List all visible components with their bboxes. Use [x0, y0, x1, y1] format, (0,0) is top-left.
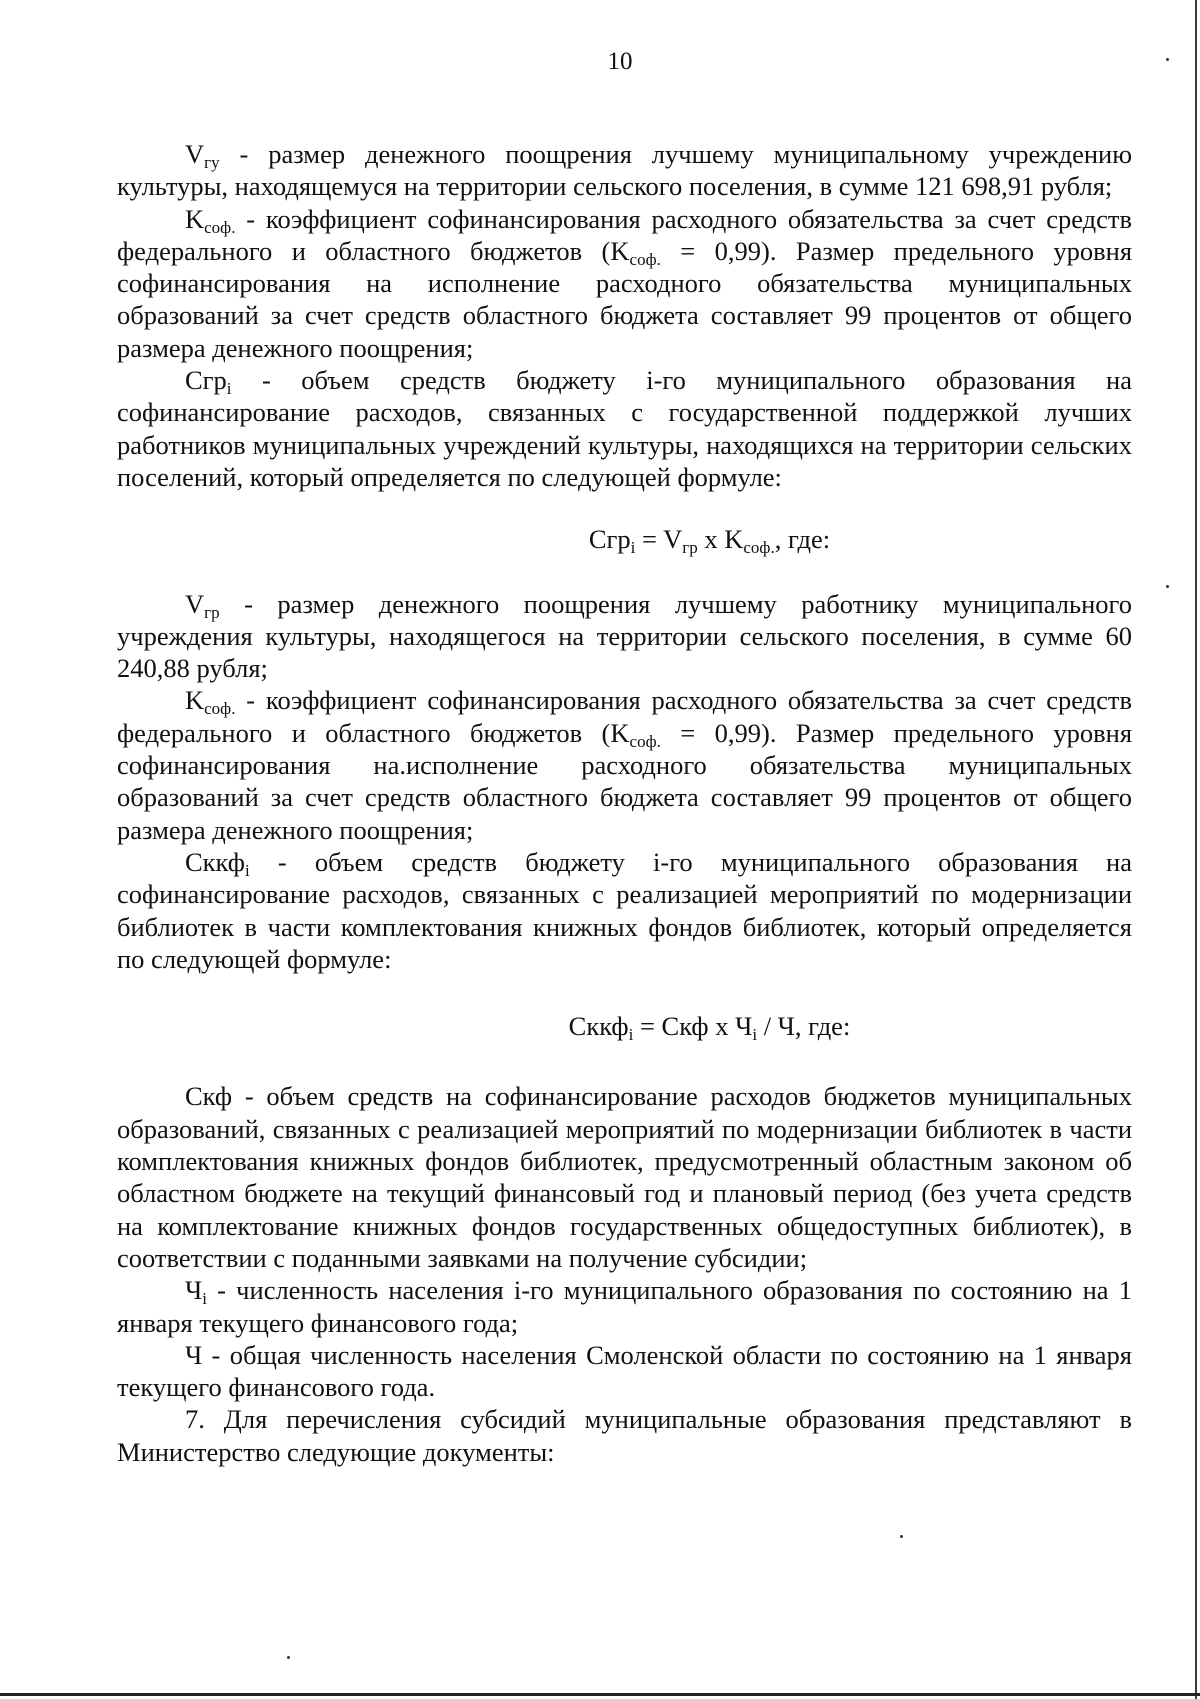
symbol-subscript: соф.	[204, 217, 236, 237]
symbol: Сгр	[185, 365, 227, 396]
paragraph-text: - численность населения i-го муниципального образования по состоянию на 1 января текущего финансового года;	[117, 1275, 1132, 1338]
paragraph-text-continued: = 0,99). Размер предельного уровня софинансирования на.исполнение расходного обязательства муниципальных образований за счет средств областного бюджета составляет 99 процентов от общего размера денежного поощрения;	[117, 717, 1133, 845]
formula-term-subscript: i	[752, 1025, 758, 1045]
symbol: Сккф	[185, 846, 245, 877]
scan-speck	[1166, 58, 1169, 61]
formula-lhs: Сгр	[588, 524, 631, 555]
paragraph-ch: Ч - общая численность населения Смоленской области по состоянию на 1 января текущего финансового года.	[117, 1339, 1132, 1403]
scan-speck	[1166, 585, 1169, 588]
formula-term: = Скф x Ч	[633, 1011, 753, 1042]
paragraph-text: - объем средств бюджету i-го муниципального образования на софинансирование расходов, связанных с государственной поддержкой лучших работников муниципальных учреждений культуры, находящихся на территории сельских поселений, который определяется по следующей формуле:	[117, 365, 1132, 492]
paragraph-sgr	[117, 364, 1132, 493]
formula-term-2-subscript: соф.	[743, 538, 775, 558]
paragraph-k-sof-1	[117, 203, 1132, 364]
inline-subscript: соф.	[629, 249, 661, 269]
formula-lhs: Сккф	[568, 1011, 629, 1042]
paragraph-text: - размер денежного поощрения лучшему работнику муниципального учреждения культуры, находящегося на территории сельского поселения, в сумме 60 240,88 рубля;	[117, 588, 1132, 684]
symbol-subscript: соф.	[204, 699, 236, 719]
formula-tail: , где:	[774, 524, 831, 555]
symbol-subscript: гр	[204, 602, 220, 622]
formula-term-subscript: гр	[682, 538, 698, 558]
paragraph-k-sof-2	[117, 684, 1132, 845]
paragraph-skf: Скф - объем средств на софинансирование расходов бюджетов муниципальных образований, связанных с реализацией мероприятий по модернизации библиотек в части комплектования книжных фондов библиотек, предусмотренный областным законом об областном бюджете на текущий финансовый год и плановый период (без учета средств на комплектование книжных фондов государственных общедоступных библиотек), в соответствии с поданными заявками на получение субсидии;	[117, 1081, 1132, 1273]
paragraph-item-7: 7. Для перечисления субсидий муниципальные образования представляют в Министерство следующие документы:	[117, 1404, 1132, 1467]
symbol: V	[185, 139, 205, 169]
formula-skkf	[117, 975, 1132, 1080]
symbol-subscript: i	[226, 379, 232, 399]
scan-bottom-line	[0, 1693, 1200, 1696]
symbol-subscript: гу	[204, 153, 220, 172]
scan-edge-line	[1195, 0, 1197, 1699]
formula-term: = V	[635, 524, 683, 555]
paragraph-text-continued: = 0,99). Размер предельного уровня софинансирования на исполнение расходного обязательства муниципальных образований за счет средств областного бюджета составляет 99 процентов от общего размера денежного поощрения;	[117, 235, 1133, 363]
symbol: K	[185, 203, 205, 234]
document-body	[117, 138, 1132, 1468]
paragraph-text: - объем средств бюджету i-го муниципального образования на софинансирование расходов, связанных с реализацией мероприятий по модернизации библиотек в части комплектования книжных фондов библиотек, который определяется по следующей формуле:	[117, 846, 1132, 974]
paragraph-text: - коэффициент софинансирования расходного обязательства за счет средств федерального и областного бюджетов (K	[117, 203, 1132, 266]
scan-speck	[287, 1656, 290, 1659]
formula-lhs-subscript: i	[628, 1025, 634, 1045]
symbol: V	[185, 588, 205, 619]
formula-term-2: x K	[697, 524, 744, 555]
paragraph-v-gr	[117, 588, 1132, 685]
symbol-subscript: i	[202, 1289, 207, 1309]
paragraph-v-gu	[117, 138, 1132, 203]
paragraph-ch-i	[117, 1274, 1132, 1339]
formula-sgr	[117, 493, 1132, 587]
page-number: 10	[607, 48, 633, 75]
symbol: Ч	[185, 1275, 203, 1306]
formula-lhs-subscript: i	[630, 538, 636, 558]
scan-speck	[900, 1535, 903, 1538]
symbol-subscript: i	[244, 860, 250, 880]
paragraph-text: - размер денежного поощрения лучшему муниципальному учреждению культуры, находящемуся на территории сельского поселения, в сумме 121 698,91 рубля;	[117, 139, 1132, 202]
formula-tail: / Ч, где:	[757, 1011, 851, 1042]
inline-subscript: соф.	[629, 731, 661, 751]
paragraph-skkf	[117, 846, 1132, 975]
paragraph-text: - коэффициент софинансирования расходного обязательства за счет средств федерального и областного бюджетов (K	[117, 685, 1132, 748]
symbol: K	[185, 685, 205, 716]
